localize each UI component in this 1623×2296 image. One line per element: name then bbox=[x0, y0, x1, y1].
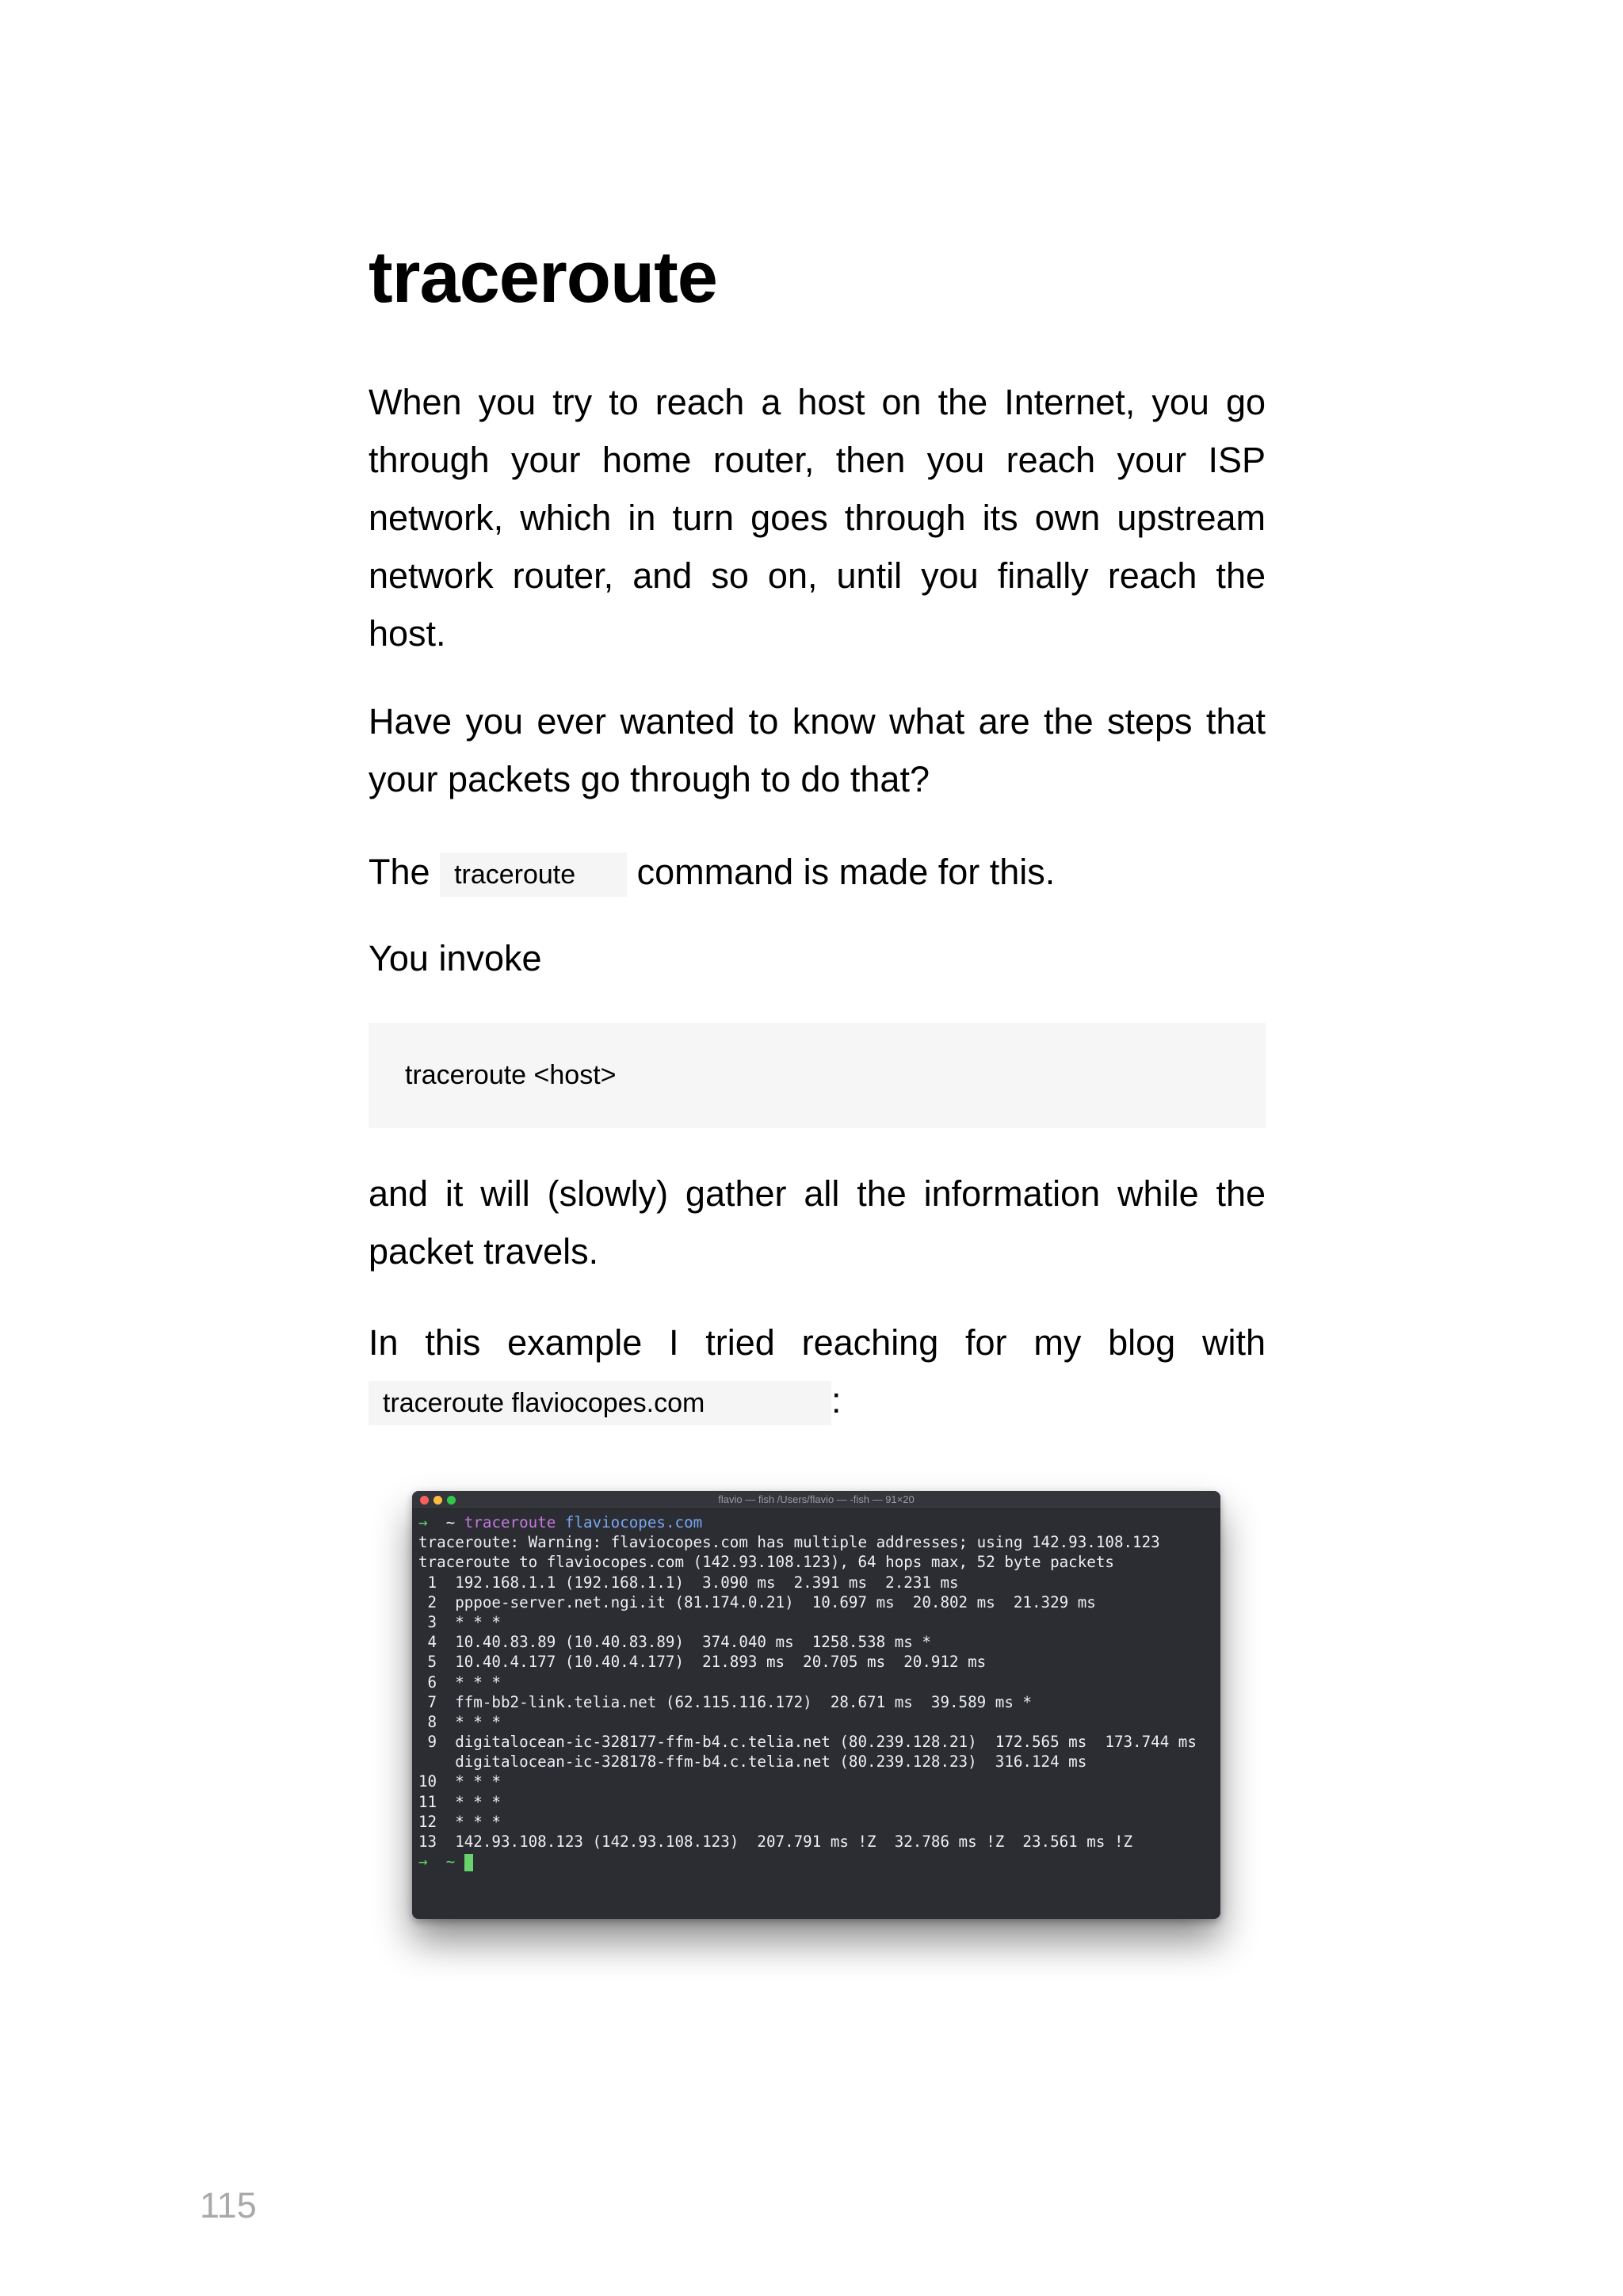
terminal-output-line: 10 * * * bbox=[418, 1772, 501, 1791]
terminal-output-line: 6 * * * bbox=[418, 1672, 501, 1691]
terminal-output-line: 8 * * * bbox=[418, 1712, 501, 1731]
terminal-output-line: 1 192.168.1.1 (192.168.1.1) 3.090 ms 2.391 ms 2.231 ms bbox=[418, 1573, 959, 1592]
terminal-output-line: 13 142.93.108.123 (142.93.108.123) 207.791 ms !Z 32.786 ms !Z 23.561 ms !Z bbox=[418, 1833, 1133, 1851]
terminal-output-line: digitalocean-ic-328178-ffm-b4.c.telia.net (80.239.128.23) 316.124 ms bbox=[418, 1753, 1087, 1772]
prompt-dir: ~ bbox=[445, 1513, 456, 1531]
terminal-body bbox=[412, 1509, 1220, 1871]
terminal-output-line: 2 pppoe-server.net.ngi.it (81.174.0.21) 10.697 ms 20.802 ms 21.329 ms bbox=[418, 1592, 1096, 1611]
paragraph-example: In this example I tried reaching for my blog with bbox=[369, 1322, 1266, 1363]
paragraph-command-prefix: The bbox=[369, 852, 430, 893]
terminal-output-line: 7 ffm-bb2-link.telia.net (62.115.116.172) 28.671 ms 39.589 ms * bbox=[418, 1692, 1032, 1711]
terminal-cursor bbox=[464, 1854, 473, 1871]
code-block: traceroute <host> bbox=[369, 1023, 1266, 1128]
terminal-command-arg: flaviocopes.com bbox=[564, 1513, 703, 1531]
inline-code-traceroute: traceroute bbox=[440, 852, 627, 897]
terminal-output-line: traceroute to flaviocopes.com (142.93.108.123), 64 hops max, 52 byte packets bbox=[418, 1553, 1114, 1572]
terminal-output-line: 12 * * * bbox=[418, 1812, 501, 1831]
terminal-output-line: 11 * * * bbox=[418, 1792, 501, 1811]
page-number: 115 bbox=[200, 2185, 257, 2225]
paragraph-invoke: You invoke bbox=[369, 938, 542, 979]
paragraph-example-colon: : bbox=[831, 1380, 842, 1421]
inline-code-traceroute-flaviocopes: traceroute flaviocopes.com bbox=[369, 1381, 831, 1425]
paragraph-gather: and it will (slowly) gather all the information while the packet travels. bbox=[369, 1173, 1266, 1272]
page-content-lower bbox=[369, 1165, 1266, 1429]
paragraph-command-suffix: command is made for this. bbox=[636, 852, 1056, 893]
paragraph-question: Have you ever wanted to know what are the steps that your packets go through to do that? bbox=[369, 701, 1266, 800]
paragraph-command bbox=[369, 843, 1266, 901]
terminal-command-line bbox=[418, 1512, 1214, 1532]
terminal-prompt-line bbox=[418, 1852, 1214, 1871]
terminal-command: traceroute bbox=[464, 1513, 556, 1531]
terminal-output-line: 3 * * * bbox=[418, 1612, 501, 1631]
paragraph-example-code-line bbox=[369, 1371, 1266, 1429]
terminal-output-line: 5 10.40.4.177 (10.40.4.177) 21.893 ms 20.705 ms 20.912 ms bbox=[418, 1653, 987, 1672]
terminal-title: flavio — fish /Users/flavio — -fish — 91×20 bbox=[718, 1493, 915, 1505]
terminal-screenshot bbox=[412, 1491, 1220, 1919]
terminal-titlebar bbox=[412, 1491, 1220, 1509]
prompt-dir: ~ bbox=[445, 1852, 456, 1871]
terminal-output-line: 4 10.40.83.89 (10.40.83.89) 374.040 ms 1258.538 ms * bbox=[418, 1633, 931, 1652]
terminal-output-line: traceroute: Warning: flaviocopes.com has multiple addresses; using 142.93.108.123 bbox=[418, 1533, 1160, 1552]
page-content bbox=[369, 238, 1266, 987]
paragraph-intro: When you try to reach a host on the Internet, you go through your home router, then you reach your ISP network, which in turn goes through its own upstream network router, and so on, until you finally reach the host. bbox=[369, 382, 1266, 654]
page-title: traceroute bbox=[369, 237, 717, 318]
terminal-output-line: 9 digitalocean-ic-328177-ffm-b4.c.telia.net (80.239.128.21) 172.565 ms 173.744 ms bbox=[418, 1733, 1197, 1752]
prompt-arrow-icon: → bbox=[418, 1852, 428, 1871]
prompt-arrow-icon: → bbox=[418, 1513, 428, 1531]
